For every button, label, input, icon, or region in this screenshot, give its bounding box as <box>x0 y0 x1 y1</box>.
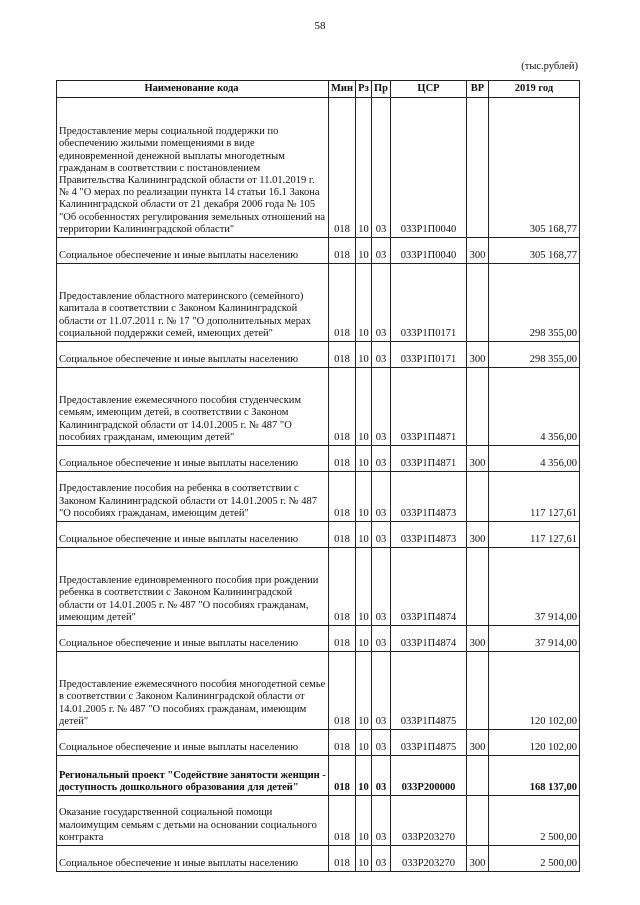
cell-min: 018 <box>329 342 356 368</box>
cell-min: 018 <box>329 796 356 846</box>
cell-pr: 03 <box>372 264 391 342</box>
cell-vr <box>467 98 489 238</box>
cell-rz: 10 <box>356 98 372 238</box>
cell-min: 018 <box>329 472 356 522</box>
cell-csr: 033Р1П0171 <box>391 342 467 368</box>
cell-amount: 4 356,00 <box>489 368 580 446</box>
column-header-name: Наименование кода <box>57 81 329 98</box>
cell-amount: 117 127,61 <box>489 472 580 522</box>
cell-amount: 2 500,00 <box>489 846 580 872</box>
table-row <box>57 652 580 730</box>
cell-amount: 37 914,00 <box>489 626 580 652</box>
column-header-rz: Рз <box>356 81 372 98</box>
cell-rz: 10 <box>356 652 372 730</box>
cell-csr: 033Р1П0040 <box>391 98 467 238</box>
cell-name: Региональный проект "Содействие занятости женщин - доступность дошкольного образования для детей" <box>57 756 329 796</box>
cell-min: 018 <box>329 446 356 472</box>
cell-vr: 300 <box>467 238 489 264</box>
cell-min: 018 <box>329 730 356 756</box>
cell-pr: 03 <box>372 652 391 730</box>
cell-min: 018 <box>329 652 356 730</box>
cell-amount: 117 127,61 <box>489 522 580 548</box>
table-header-row <box>57 81 580 98</box>
cell-amount: 168 137,00 <box>489 756 580 796</box>
table-row <box>57 98 580 238</box>
cell-pr: 03 <box>372 472 391 522</box>
cell-name: Социальное обеспечение и иные выплаты населению <box>57 342 329 368</box>
cell-amount: 2 500,00 <box>489 796 580 846</box>
cell-pr: 03 <box>372 846 391 872</box>
cell-vr: 300 <box>467 626 489 652</box>
column-header-year: 2019 год <box>489 81 580 98</box>
column-header-vr: ВР <box>467 81 489 98</box>
cell-amount: 298 355,00 <box>489 342 580 368</box>
cell-amount: 37 914,00 <box>489 548 580 626</box>
cell-rz: 10 <box>356 264 372 342</box>
cell-csr: 033Р1П4871 <box>391 446 467 472</box>
cell-vr: 300 <box>467 522 489 548</box>
cell-name: Социальное обеспечение и иные выплаты населению <box>57 522 329 548</box>
cell-rz: 10 <box>356 446 372 472</box>
table-row <box>57 548 580 626</box>
cell-name: Предоставление единовременного пособия при рождении ребенка в соответствии с Законом Калининградской области от 14.01.2005 г. № 487 "О пособиях гражданам, имеющим детей" <box>57 548 329 626</box>
column-header-pr: Пр <box>372 81 391 98</box>
cell-csr: 033Р1П0171 <box>391 264 467 342</box>
table-row <box>57 730 580 756</box>
cell-min: 018 <box>329 522 356 548</box>
cell-rz: 10 <box>356 472 372 522</box>
cell-vr: 300 <box>467 846 489 872</box>
table-row <box>57 238 580 264</box>
cell-min: 018 <box>329 368 356 446</box>
cell-pr: 03 <box>372 522 391 548</box>
cell-min: 018 <box>329 238 356 264</box>
cell-rz: 10 <box>356 342 372 368</box>
cell-name: Социальное обеспечение и иные выплаты населению <box>57 730 329 756</box>
cell-min: 018 <box>329 626 356 652</box>
cell-min: 018 <box>329 756 356 796</box>
table-row <box>57 446 580 472</box>
cell-amount: 120 102,00 <box>489 652 580 730</box>
cell-pr: 03 <box>372 238 391 264</box>
cell-amount: 298 355,00 <box>489 264 580 342</box>
cell-name: Социальное обеспечение и иные выплаты населению <box>57 626 329 652</box>
cell-name: Социальное обеспечение и иные выплаты населению <box>57 446 329 472</box>
cell-name: Предоставление ежемесячного пособия многодетной семье в соответствии с Законом Калининградской области от 14.01.2005 г. № 487 "О пособиях гражданам, имеющим детей" <box>57 652 329 730</box>
cell-name: Предоставление меры социальной поддержки по обеспечению жилыми помещениями в виде единовременной денежной выплаты многодетным гражданам в соответствии с постановлением Правительства Калининградской области от 11.01.2019 г. № 4 "О мерах по реализации пункта 14 статьи 16.1 Закона Калининградской области от 21 декабря 2006 года № 105 "Об особенностях регулирования земельных отношений на территории Калининградской области" <box>57 98 329 238</box>
table-row <box>57 368 580 446</box>
cell-pr: 03 <box>372 796 391 846</box>
cell-pr: 03 <box>372 446 391 472</box>
cell-name: Предоставление пособия на ребенка в соответствии с Законом Калининградской области от 14.01.2005 г. № 487 "О пособиях гражданам, имеющим детей" <box>57 472 329 522</box>
cell-amount: 4 356,00 <box>489 446 580 472</box>
cell-csr: 033Р1П4873 <box>391 472 467 522</box>
table-row <box>57 756 580 796</box>
cell-pr: 03 <box>372 98 391 238</box>
cell-pr: 03 <box>372 342 391 368</box>
cell-amount: 305 168,77 <box>489 238 580 264</box>
cell-vr <box>467 548 489 626</box>
cell-vr: 300 <box>467 342 489 368</box>
cell-csr: 033Р200000 <box>391 756 467 796</box>
table-row <box>57 796 580 846</box>
cell-name: Оказание государственной социальной помощи малоимущим семьям с детьми на основании социального контракта <box>57 796 329 846</box>
cell-csr: 033Р1П4874 <box>391 626 467 652</box>
cell-name: Социальное обеспечение и иные выплаты населению <box>57 846 329 872</box>
cell-name: Предоставление ежемесячного пособия студенческим семьям, имеющим детей, в соответствии с Законом Калининградской области от 14.01.2005 г. № 487 "О пособиях гражданам, имеющим детей" <box>57 368 329 446</box>
cell-vr <box>467 756 489 796</box>
cell-pr: 03 <box>372 548 391 626</box>
cell-name: Предоставление областного материнского (семейного) капитала в соответствии с Законом Калининградской области от 11.07.2011 г. № 17 "О дополнительных мерах социальной поддержки семей, имеющих детей" <box>57 264 329 342</box>
cell-csr: 033Р1П4875 <box>391 652 467 730</box>
table-row <box>57 626 580 652</box>
cell-pr: 03 <box>372 756 391 796</box>
cell-vr <box>467 264 489 342</box>
cell-rz: 10 <box>356 756 372 796</box>
column-header-min: Мин <box>329 81 356 98</box>
cell-rz: 10 <box>356 846 372 872</box>
table-row <box>57 264 580 342</box>
cell-pr: 03 <box>372 368 391 446</box>
table-row <box>57 472 580 522</box>
cell-pr: 03 <box>372 730 391 756</box>
cell-rz: 10 <box>356 238 372 264</box>
table-row <box>57 522 580 548</box>
cell-csr: 033Р1П4874 <box>391 548 467 626</box>
column-header-csr: ЦСР <box>391 81 467 98</box>
cell-csr: 033Р1П4873 <box>391 522 467 548</box>
budget-table <box>56 80 580 872</box>
cell-min: 018 <box>329 98 356 238</box>
cell-min: 018 <box>329 548 356 626</box>
cell-name: Социальное обеспечение и иные выплаты населению <box>57 238 329 264</box>
cell-csr: 033Р1П4871 <box>391 368 467 446</box>
cell-vr <box>467 796 489 846</box>
cell-csr: 033Р1П4875 <box>391 730 467 756</box>
cell-amount: 305 168,77 <box>489 98 580 238</box>
cell-csr: 033Р1П0040 <box>391 238 467 264</box>
cell-csr: 033Р203270 <box>391 846 467 872</box>
cell-amount: 120 102,00 <box>489 730 580 756</box>
cell-vr <box>467 368 489 446</box>
cell-rz: 10 <box>356 522 372 548</box>
table-row <box>57 342 580 368</box>
cell-min: 018 <box>329 846 356 872</box>
cell-vr: 300 <box>467 446 489 472</box>
cell-min: 018 <box>329 264 356 342</box>
cell-pr: 03 <box>372 626 391 652</box>
cell-csr: 033Р203270 <box>391 796 467 846</box>
cell-rz: 10 <box>356 626 372 652</box>
cell-rz: 10 <box>356 548 372 626</box>
cell-rz: 10 <box>356 730 372 756</box>
table-body <box>57 98 580 872</box>
table-row <box>57 846 580 872</box>
cell-rz: 10 <box>356 368 372 446</box>
cell-vr <box>467 652 489 730</box>
unit-label: (тыс.рублей) <box>521 61 578 72</box>
cell-vr <box>467 472 489 522</box>
page-number: 58 <box>314 20 326 32</box>
cell-rz: 10 <box>356 796 372 846</box>
cell-vr: 300 <box>467 730 489 756</box>
